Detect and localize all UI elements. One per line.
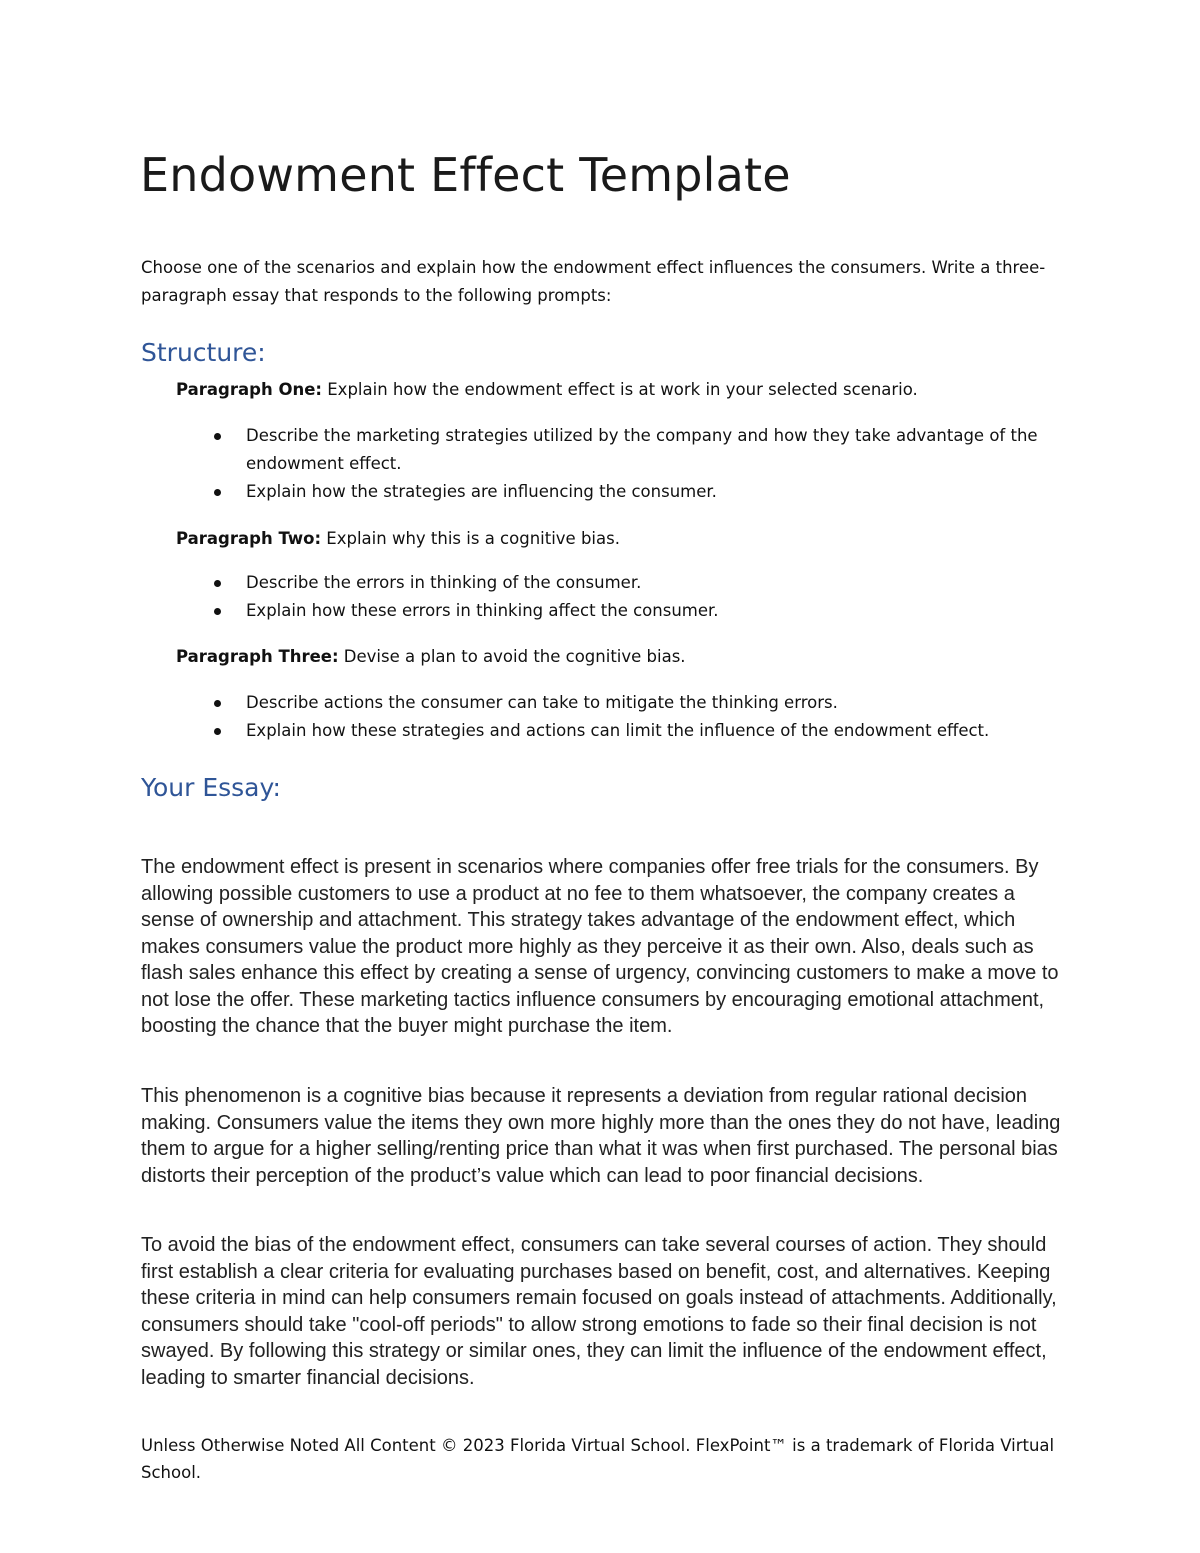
essay-paragraph-three: To avoid the bias of the endowment effect, consumers can take several courses of action. They should first establish a clear criteria for evaluating purchases based on benefit, cost, and alternatives. Keeping these criteria in mind can help consumers remain focused on goals instead of attachments. Additionally, consumers should take "cool-off periods" to allow strong emotions to fade so their final decision is not swayed. By following this strategy or similar ones, they can limit the influence of the endowment effect, leading to smarter financial decisions. — [141, 1234, 1057, 1389]
copyright-footer: Unless Otherwise Noted All Content © 2023 Florida Virtual School. FlexPoint™ is a trademark of Florida Virtual School. — [141, 1436, 1055, 1482]
intro-text: Choose one of the scenarios and explain how the endowment effect influences the consumers. Write a three-paragraph essay that responds to the following prompts: — [141, 258, 1046, 305]
paragraph-three-text: Devise a plan to avoid the cognitive bias. — [338, 647, 686, 666]
bullet-icon — [214, 608, 221, 615]
list-item — [176, 422, 1056, 478]
paragraph-one-bullets — [176, 422, 1056, 506]
paragraph-two-bullets — [176, 569, 1056, 625]
paragraph-two-text: Explain why this is a cognitive bias. — [321, 529, 620, 548]
bullet-icon — [214, 580, 221, 587]
bullet-text: Explain how the strategies are influencing the consumer. — [246, 482, 717, 501]
list-item — [176, 717, 1056, 745]
paragraph-one-label: Paragraph One: — [176, 380, 323, 399]
bullet-icon — [214, 433, 221, 440]
paragraph-three-prompt — [176, 643, 686, 671]
paragraph-three-bullets — [176, 689, 1056, 745]
bullet-text: Explain how these strategies and actions can limit the influence of the endowment effect. — [246, 721, 990, 740]
bullet-text: Describe actions the consumer can take to mitigate the thinking errors. — [246, 693, 838, 712]
bullet-icon — [214, 489, 221, 496]
bullet-icon — [214, 700, 221, 707]
document-title: Endowment Effect Template — [140, 148, 791, 202]
structure-heading: Structure: — [141, 338, 266, 367]
list-item — [176, 597, 1056, 625]
essay-paragraph-two: This phenomenon is a cognitive bias because it represents a deviation from regular rational decision making. Consumers value the items they own more highly more than the ones they do not have, leading them to argue for a higher selling/renting price than what it was when first purchased. The personal bias distorts their perception of the product’s value which can lead to poor financial decisions. — [141, 1085, 1061, 1187]
bullet-text: Describe the marketing strategies utilized by the company and how they take advantage of the endowment effect. — [246, 426, 1038, 473]
paragraph-one-text: Explain how the endowment effect is at work in your selected scenario. — [322, 380, 918, 399]
list-item — [176, 569, 1056, 597]
bullet-icon — [214, 728, 221, 735]
bullet-text: Explain how these errors in thinking affect the consumer. — [246, 601, 719, 620]
list-item — [176, 478, 1056, 506]
paragraph-two-label: Paragraph Two: — [176, 529, 322, 548]
paragraph-three-label: Paragraph Three: — [176, 647, 339, 666]
essay-heading: Your Essay: — [141, 773, 281, 802]
paragraph-one-prompt — [176, 376, 918, 404]
list-item — [176, 689, 1056, 717]
essay-paragraph-one: The endowment effect is present in scenarios where companies offer free trials for the consumers. By allowing possible customers to use a product at no fee to them whatsoever, the company creates a sense of ownership and attachment. This strategy takes advantage of the endowment effect, which makes consumers value the product more highly as they perceive it as their own. Also, deals such as flash sales enhance this effect by creating a sense of urgency, convincing customers to make a move to not lose the offer. These marketing tactics influence consumers by encouraging emotional attachment, boosting the chance that the buyer might purchase the item. — [141, 856, 1059, 1037]
bullet-text: Describe the errors in thinking of the consumer. — [246, 573, 642, 592]
paragraph-two-prompt — [176, 525, 620, 553]
